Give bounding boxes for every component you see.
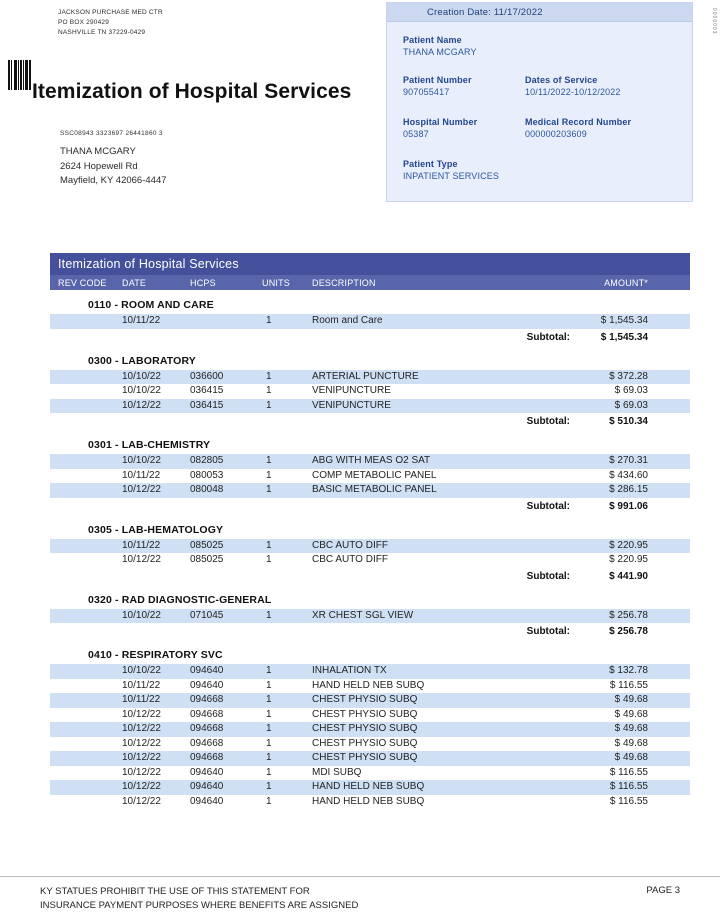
table-row	[50, 399, 690, 414]
patient-type-value: INPATIENT SERVICES	[403, 171, 500, 181]
units-value: 1	[266, 708, 272, 720]
units-value: 1	[266, 370, 272, 382]
recipient-name: THANA MCGARY	[60, 146, 136, 157]
charge-date: 10/10/22	[122, 385, 161, 396]
subtotal-label: Subtotal:	[526, 416, 570, 427]
hcps-code: 036600	[190, 370, 224, 382]
subtotal-label: Subtotal:	[526, 570, 570, 582]
table-row	[50, 609, 690, 624]
column-header-date: DATE	[122, 278, 147, 288]
charge-date: 10/12/22	[122, 399, 161, 411]
sender-line-1: JACKSON PURCHASE MED CTR	[58, 9, 163, 16]
units-value: 1	[266, 694, 272, 705]
table-row	[50, 780, 690, 795]
column-header-amount: AMOUNT*	[604, 278, 648, 288]
column-header-hcps: HCPS	[190, 278, 216, 288]
patient-name-value: THANA MCGARY	[403, 47, 477, 57]
patient-number-field	[403, 75, 472, 97]
charge-date: 10/10/22	[122, 665, 161, 676]
charge-description: ABG WITH MEAS O2 SAT	[312, 455, 431, 466]
hcps-code: 094668	[190, 708, 224, 720]
charge-amount: $ 49.68	[614, 737, 648, 749]
subtotal-amount: $ 256.78	[609, 626, 648, 637]
charge-amount: $ 270.31	[609, 455, 648, 466]
hcps-code: 094640	[190, 766, 224, 778]
hcps-code: 080048	[190, 484, 224, 495]
subtotal-row	[50, 498, 690, 515]
subtotal-row	[50, 413, 690, 430]
itemization-table	[50, 253, 690, 809]
charge-date: 10/10/22	[122, 609, 161, 621]
charge-date: 10/12/22	[122, 737, 161, 749]
table-row	[50, 679, 690, 694]
units-value: 1	[266, 679, 272, 691]
units-value: 1	[266, 315, 272, 326]
footer-disclaimer-line-2: INSURANCE PAYMENT PURPOSES WHERE BENEFITS ARE ASSIGNED	[40, 899, 359, 911]
units-value: 1	[266, 795, 272, 807]
table-body	[50, 290, 690, 809]
patient-number-value: 907055417	[403, 87, 450, 97]
charge-description: INHALATION TX	[312, 665, 387, 676]
charge-amount: $ 220.95	[609, 539, 648, 551]
hcps-code: 094640	[190, 781, 224, 792]
hcps-code: 071045	[190, 609, 224, 621]
units-value: 1	[266, 752, 272, 763]
hcps-code: 036415	[190, 385, 224, 396]
units-value: 1	[266, 385, 272, 396]
charge-description: COMP METABOLIC PANEL	[312, 469, 437, 481]
patient-name-field	[403, 35, 477, 57]
document-side-code: 0000003	[711, 8, 717, 35]
charge-description: CHEST PHYSIO SUBQ	[312, 708, 418, 720]
charge-description: HAND HELD NEB SUBQ	[312, 795, 425, 807]
creation-date-label: Creation Date: 11/17/2022	[427, 7, 543, 18]
charge-description: CHEST PHYSIO SUBQ	[312, 723, 418, 734]
table-row	[50, 722, 690, 737]
table-row	[50, 483, 690, 498]
hcps-code: 085025	[190, 539, 224, 551]
table-row	[50, 664, 690, 679]
recipient-meta-code: SSC08943 3323697 26441860 3	[60, 130, 163, 137]
units-value: 1	[266, 609, 272, 621]
units-value: 1	[266, 766, 272, 778]
charge-date: 10/12/22	[122, 708, 161, 720]
units-value: 1	[266, 665, 272, 676]
table-row	[50, 314, 690, 329]
charge-description: HAND HELD NEB SUBQ	[312, 781, 425, 792]
medical-record-number-value: 000000203609	[525, 129, 587, 139]
charge-amount: $ 220.95	[609, 554, 648, 565]
charge-date: 10/12/22	[122, 554, 161, 565]
recipient-address-block	[60, 145, 167, 189]
group-heading: 0300 - LABORATORY	[88, 354, 196, 367]
charge-date: 10/11/22	[122, 694, 161, 705]
table-title: Itemization of Hospital Services	[50, 253, 690, 275]
patient-name-label: Patient Name	[403, 35, 462, 45]
charge-amount: $ 116.55	[609, 766, 648, 778]
charge-date: 10/11/22	[122, 469, 161, 481]
recipient-street: 2624 Hopewell Rd	[60, 160, 138, 172]
hcps-code: 094668	[190, 752, 224, 763]
units-value: 1	[266, 723, 272, 734]
hcps-code: 094640	[190, 665, 224, 676]
units-value: 1	[266, 469, 272, 481]
charge-description: VENIPUNCTURE	[312, 399, 391, 411]
charge-date: 10/12/22	[122, 795, 161, 807]
units-value: 1	[266, 539, 272, 551]
creation-date-header	[387, 3, 692, 22]
charge-description: HAND HELD NEB SUBQ	[312, 679, 425, 691]
hcps-code: 094640	[190, 795, 224, 807]
charge-date: 10/10/22	[122, 455, 161, 466]
hcps-code: 094668	[190, 737, 224, 749]
charge-date: 10/12/22	[122, 781, 161, 792]
patient-info-panel	[386, 2, 693, 202]
charge-amount: $ 116.55	[609, 781, 648, 792]
table-header-row	[50, 275, 690, 290]
hospital-number-value: 05387	[403, 129, 429, 139]
charge-amount: $ 286.15	[609, 484, 648, 495]
hcps-code: 094668	[190, 723, 224, 734]
group-heading: 0305 - LAB-HEMATOLOGY	[88, 523, 224, 536]
table-row	[50, 370, 690, 385]
table-row	[50, 737, 690, 752]
charge-date: 10/12/22	[122, 484, 161, 495]
units-value: 1	[266, 399, 272, 411]
charge-amount: $ 49.68	[614, 752, 648, 763]
charge-amount: $ 49.68	[614, 694, 648, 705]
charge-date: 10/11/22	[122, 539, 161, 551]
dates-of-service-value: 10/11/2022-10/12/2022	[525, 87, 621, 97]
column-header-description: DESCRIPTION	[312, 278, 376, 288]
medical-record-number-field	[525, 117, 631, 139]
charge-amount: $ 132.78	[609, 665, 648, 676]
charge-description: CHEST PHYSIO SUBQ	[312, 737, 418, 749]
charge-description: CHEST PHYSIO SUBQ	[312, 752, 418, 763]
charge-amount: $ 69.03	[614, 385, 648, 396]
sender-address-block	[58, 8, 163, 37]
hospital-number-field	[403, 117, 477, 139]
subtotal-row	[50, 329, 690, 346]
footer-disclaimer	[40, 885, 358, 913]
charge-amount: $ 1,545.34	[600, 315, 648, 326]
charge-amount: $ 49.68	[614, 723, 648, 734]
table-row	[50, 693, 690, 708]
page-footer	[0, 876, 720, 911]
charge-description: CBC AUTO DIFF	[312, 539, 388, 551]
units-value: 1	[266, 455, 272, 466]
medical-record-number-label: Medical Record Number	[525, 117, 632, 127]
table-row	[50, 553, 690, 568]
subtotal-amount: $ 991.06	[609, 500, 648, 512]
subtotal-row	[50, 623, 690, 640]
recipient-citystatezip: Mayfield, KY 42066-4447	[60, 175, 167, 187]
hcps-code: 082805	[190, 455, 224, 466]
hcps-code: 036415	[190, 399, 224, 411]
column-header-rev-code: REV CODE	[58, 278, 107, 288]
charge-amount: $ 256.78	[609, 609, 648, 621]
hcps-code: 085025	[190, 554, 224, 565]
table-row	[50, 469, 690, 484]
group-heading: 0320 - RAD DIAGNOSTIC-GENERAL	[88, 593, 272, 606]
group-heading: 0110 - ROOM AND CARE	[88, 299, 214, 311]
charge-description: VENIPUNCTURE	[312, 385, 391, 396]
charge-description: CBC AUTO DIFF	[312, 554, 388, 565]
subtotal-label: Subtotal:	[526, 500, 570, 512]
units-value: 1	[266, 737, 272, 749]
charge-description: CHEST PHYSIO SUBQ	[312, 694, 418, 705]
charge-date: 10/11/22	[122, 315, 161, 326]
units-value: 1	[266, 484, 272, 495]
charge-date: 10/12/22	[122, 723, 161, 734]
charge-description: ARTERIAL PUNCTURE	[312, 370, 419, 382]
table-row	[50, 795, 690, 810]
patient-type-label: Patient Type	[403, 159, 458, 169]
table-row	[50, 766, 690, 781]
table-row	[50, 539, 690, 554]
charge-description: XR CHEST SGL VIEW	[312, 609, 414, 621]
charge-amount: $ 116.55	[609, 679, 648, 691]
charge-amount: $ 434.60	[609, 469, 648, 481]
dates-of-service-field	[525, 75, 621, 97]
page-number: PAGE 3	[646, 885, 680, 896]
patient-type-field	[403, 159, 499, 181]
dates-of-service-label: Dates of Service	[525, 75, 598, 85]
hcps-code: 094640	[190, 679, 224, 691]
column-header-units: UNITS	[262, 278, 290, 288]
hospital-number-label: Hospital Number	[403, 117, 478, 127]
charge-amount: $ 49.68	[614, 708, 648, 720]
page-title: Itemization of Hospital Services	[32, 80, 352, 103]
charge-date: 10/12/22	[122, 766, 161, 778]
group-heading: 0410 - RESPIRATORY SVC	[88, 649, 223, 661]
subtotal-amount: $ 510.34	[609, 416, 648, 427]
subtotal-row	[50, 568, 690, 585]
footer-disclaimer-line-1: KY STATUES PROHIBIT THE USE OF THIS STATEMENT FOR	[40, 886, 310, 897]
hcps-code: 094668	[190, 694, 224, 705]
units-value: 1	[266, 781, 272, 792]
table-row	[50, 751, 690, 766]
subtotal-label: Subtotal:	[526, 331, 570, 343]
table-row	[50, 384, 690, 399]
subtotal-amount: $ 441.90	[609, 570, 648, 582]
sender-line-2: PO BOX 290429	[58, 18, 110, 26]
table-row	[50, 454, 690, 469]
charge-date: 10/12/22	[122, 752, 161, 763]
barcode-icon	[8, 60, 32, 90]
charge-amount: $ 116.55	[609, 795, 648, 807]
subtotal-amount: $ 1,545.34	[600, 331, 648, 343]
hcps-code: 080053	[190, 469, 224, 481]
subtotal-label: Subtotal:	[526, 626, 570, 637]
group-heading: 0301 - LAB-CHEMISTRY	[88, 439, 211, 451]
charge-amount: $ 372.28	[609, 370, 648, 382]
units-value: 1	[266, 554, 272, 565]
charge-date: 10/10/22	[122, 370, 161, 382]
sender-line-3: NASHVILLE TN 37229-0429	[58, 28, 146, 36]
charge-amount: $ 69.03	[614, 399, 648, 411]
charge-description: BASIC METABOLIC PANEL	[312, 484, 437, 495]
patient-number-label: Patient Number	[403, 75, 472, 85]
charge-description: Room and Care	[312, 315, 383, 326]
charge-date: 10/11/22	[122, 679, 161, 691]
table-row	[50, 708, 690, 723]
charge-description: MDI SUBQ	[312, 766, 362, 778]
